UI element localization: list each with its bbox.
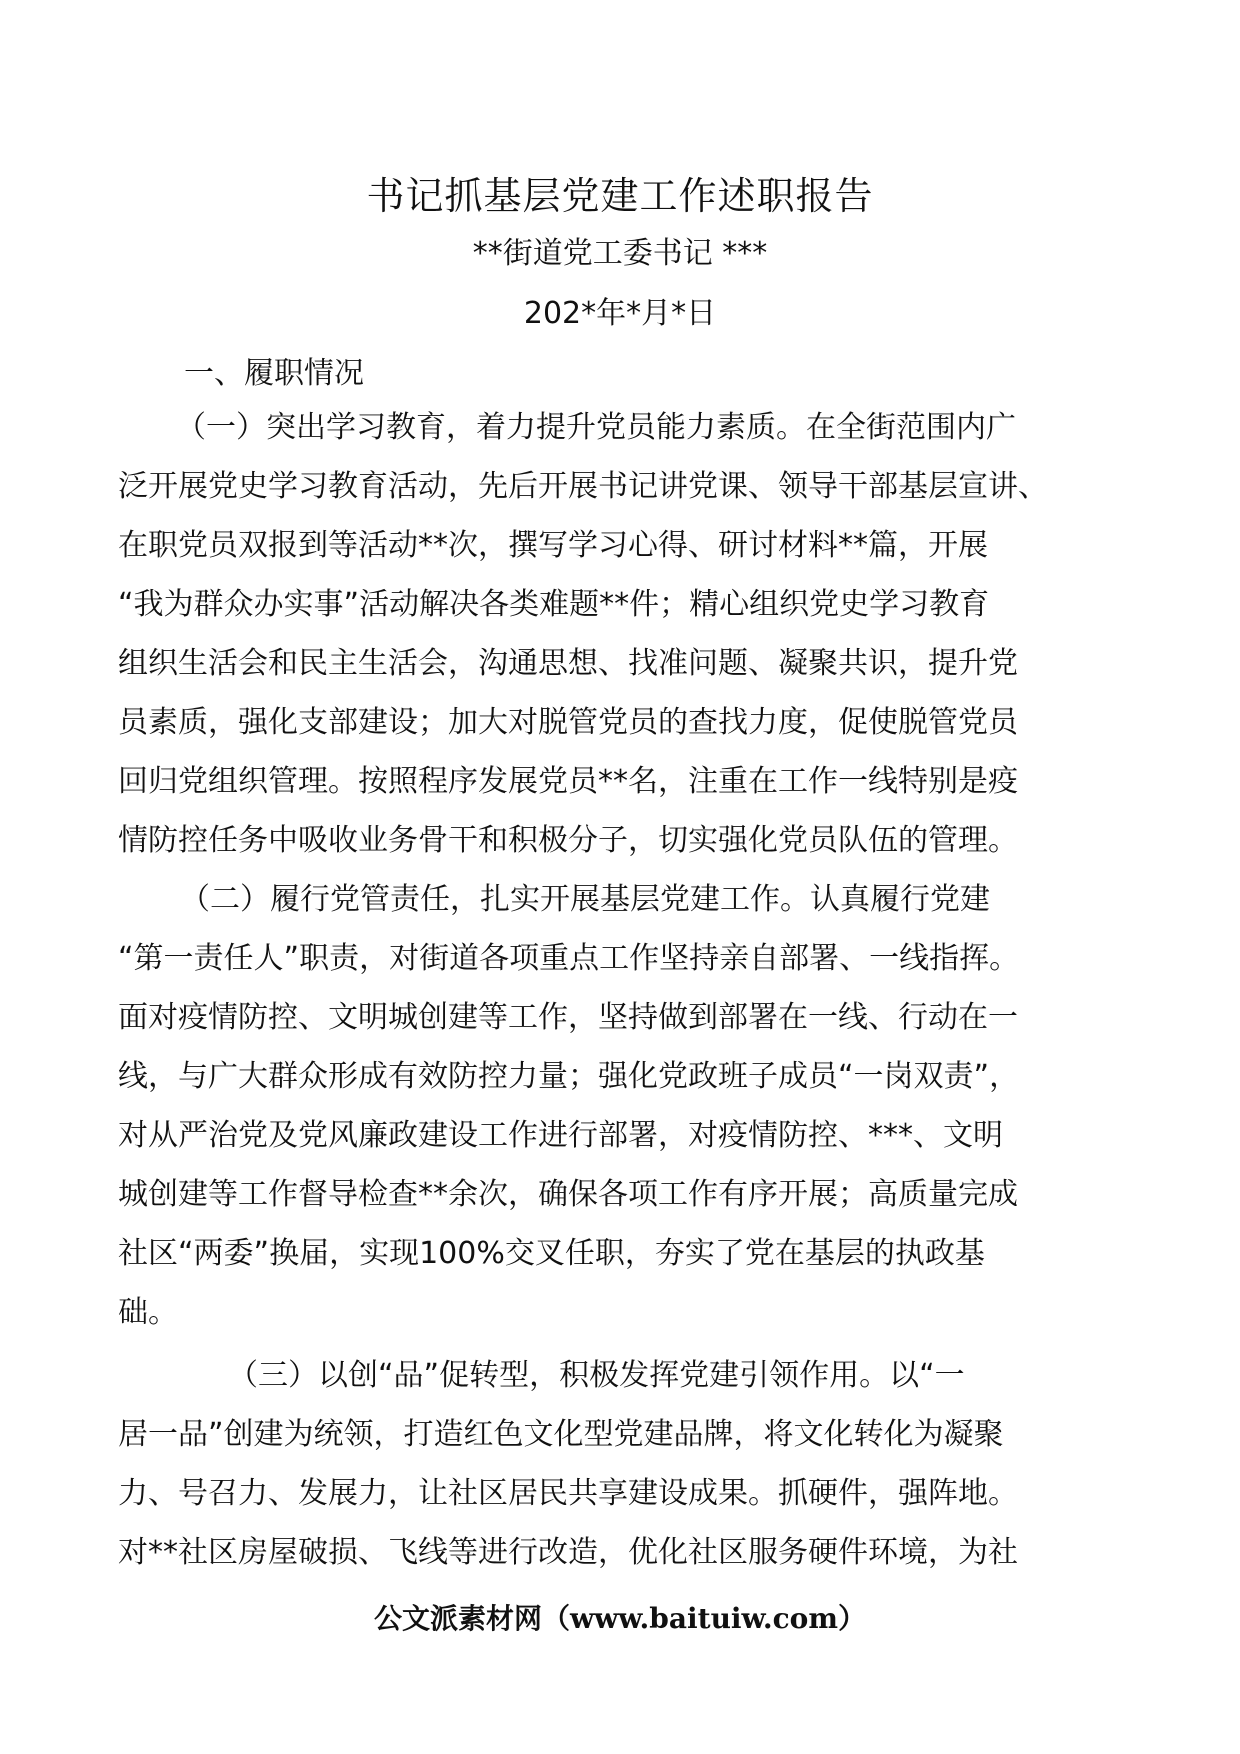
body-line: “我为群众办实事”活动解决各类难题**件；精心组织党史学习教育 <box>118 587 990 622</box>
body-line: 组织生活会和民主生活会，沟通思想、找准问题、凝聚共识，提升党 <box>118 646 1018 681</box>
footer-watermark: 公文派素材网（www.baituiw.com） <box>374 1602 866 1635</box>
body-line: 础。 <box>118 1295 178 1330</box>
body-line: 泛开展党史学习教育活动，先后开展书记讲党课、领导干部基层宣讲、 <box>118 469 1048 504</box>
body-line: 面对疫情防控、文明城创建等工作，坚持做到部署在一线、行动在一 <box>118 1000 1018 1035</box>
body-line: 线，与广大群众形成有效防控力量；强化党政班子成员“一岗双责”， <box>118 1059 1020 1094</box>
body-line: （三）以创“品”促转型，积极发挥党建引领作用。以“一 <box>228 1358 965 1393</box>
body-line: 在职党员双报到等活动**次，撰写学习心得、研讨材料**篇，开展 <box>118 528 988 563</box>
document-title: 书记抓基层党建工作述职报告 <box>366 174 874 218</box>
body-line: （一）突出学习教育，着力提升党员能力素质。在全街范围内广 <box>176 410 1016 445</box>
body-line: 情防控任务中吸收业务骨干和积极分子，切实强化党员队伍的管理。 <box>118 823 1018 858</box>
body-line: 居一品”创建为统领，打造红色文化型党建品牌，将文化转化为凝聚 <box>118 1417 1004 1452</box>
body-line: （二）履行党管责任，扎实开展基层党建工作。认真履行党建 <box>180 882 990 917</box>
body-line: 力、号召力、发展力，让社区居民共享建设成果。抓硬件，强阵地。 <box>118 1476 1018 1511</box>
body-line: 回归党组织管理。按照程序发展党员**名，注重在工作一线特别是疫 <box>118 764 1018 799</box>
body-line: “第一责任人”职责，对街道各项重点工作坚持亲自部署、一线指挥。 <box>118 941 1020 976</box>
section-heading: 一、履职情况 <box>184 356 364 391</box>
document-date: 202*年*月*日 <box>523 296 717 331</box>
document-author: **街道党工委书记 *** <box>472 236 768 271</box>
body-line: 社区“两委”换届，实现100%交叉任职，夯实了党在基层的执政基 <box>118 1236 985 1271</box>
body-line: 城创建等工作督导检查**余次，确保各项工作有序开展；高质量完成 <box>118 1177 1018 1212</box>
body-line: 对**社区房屋破损、飞线等进行改造，优化社区服务硬件环境，为社 <box>118 1535 1018 1570</box>
body-line: 对从严治党及党风廉政建设工作进行部署，对疫情防控、***、文明 <box>118 1118 1003 1153</box>
body-line: 员素质，强化支部建设；加大对脱管党员的查找力度，促使脱管党员 <box>118 705 1018 740</box>
